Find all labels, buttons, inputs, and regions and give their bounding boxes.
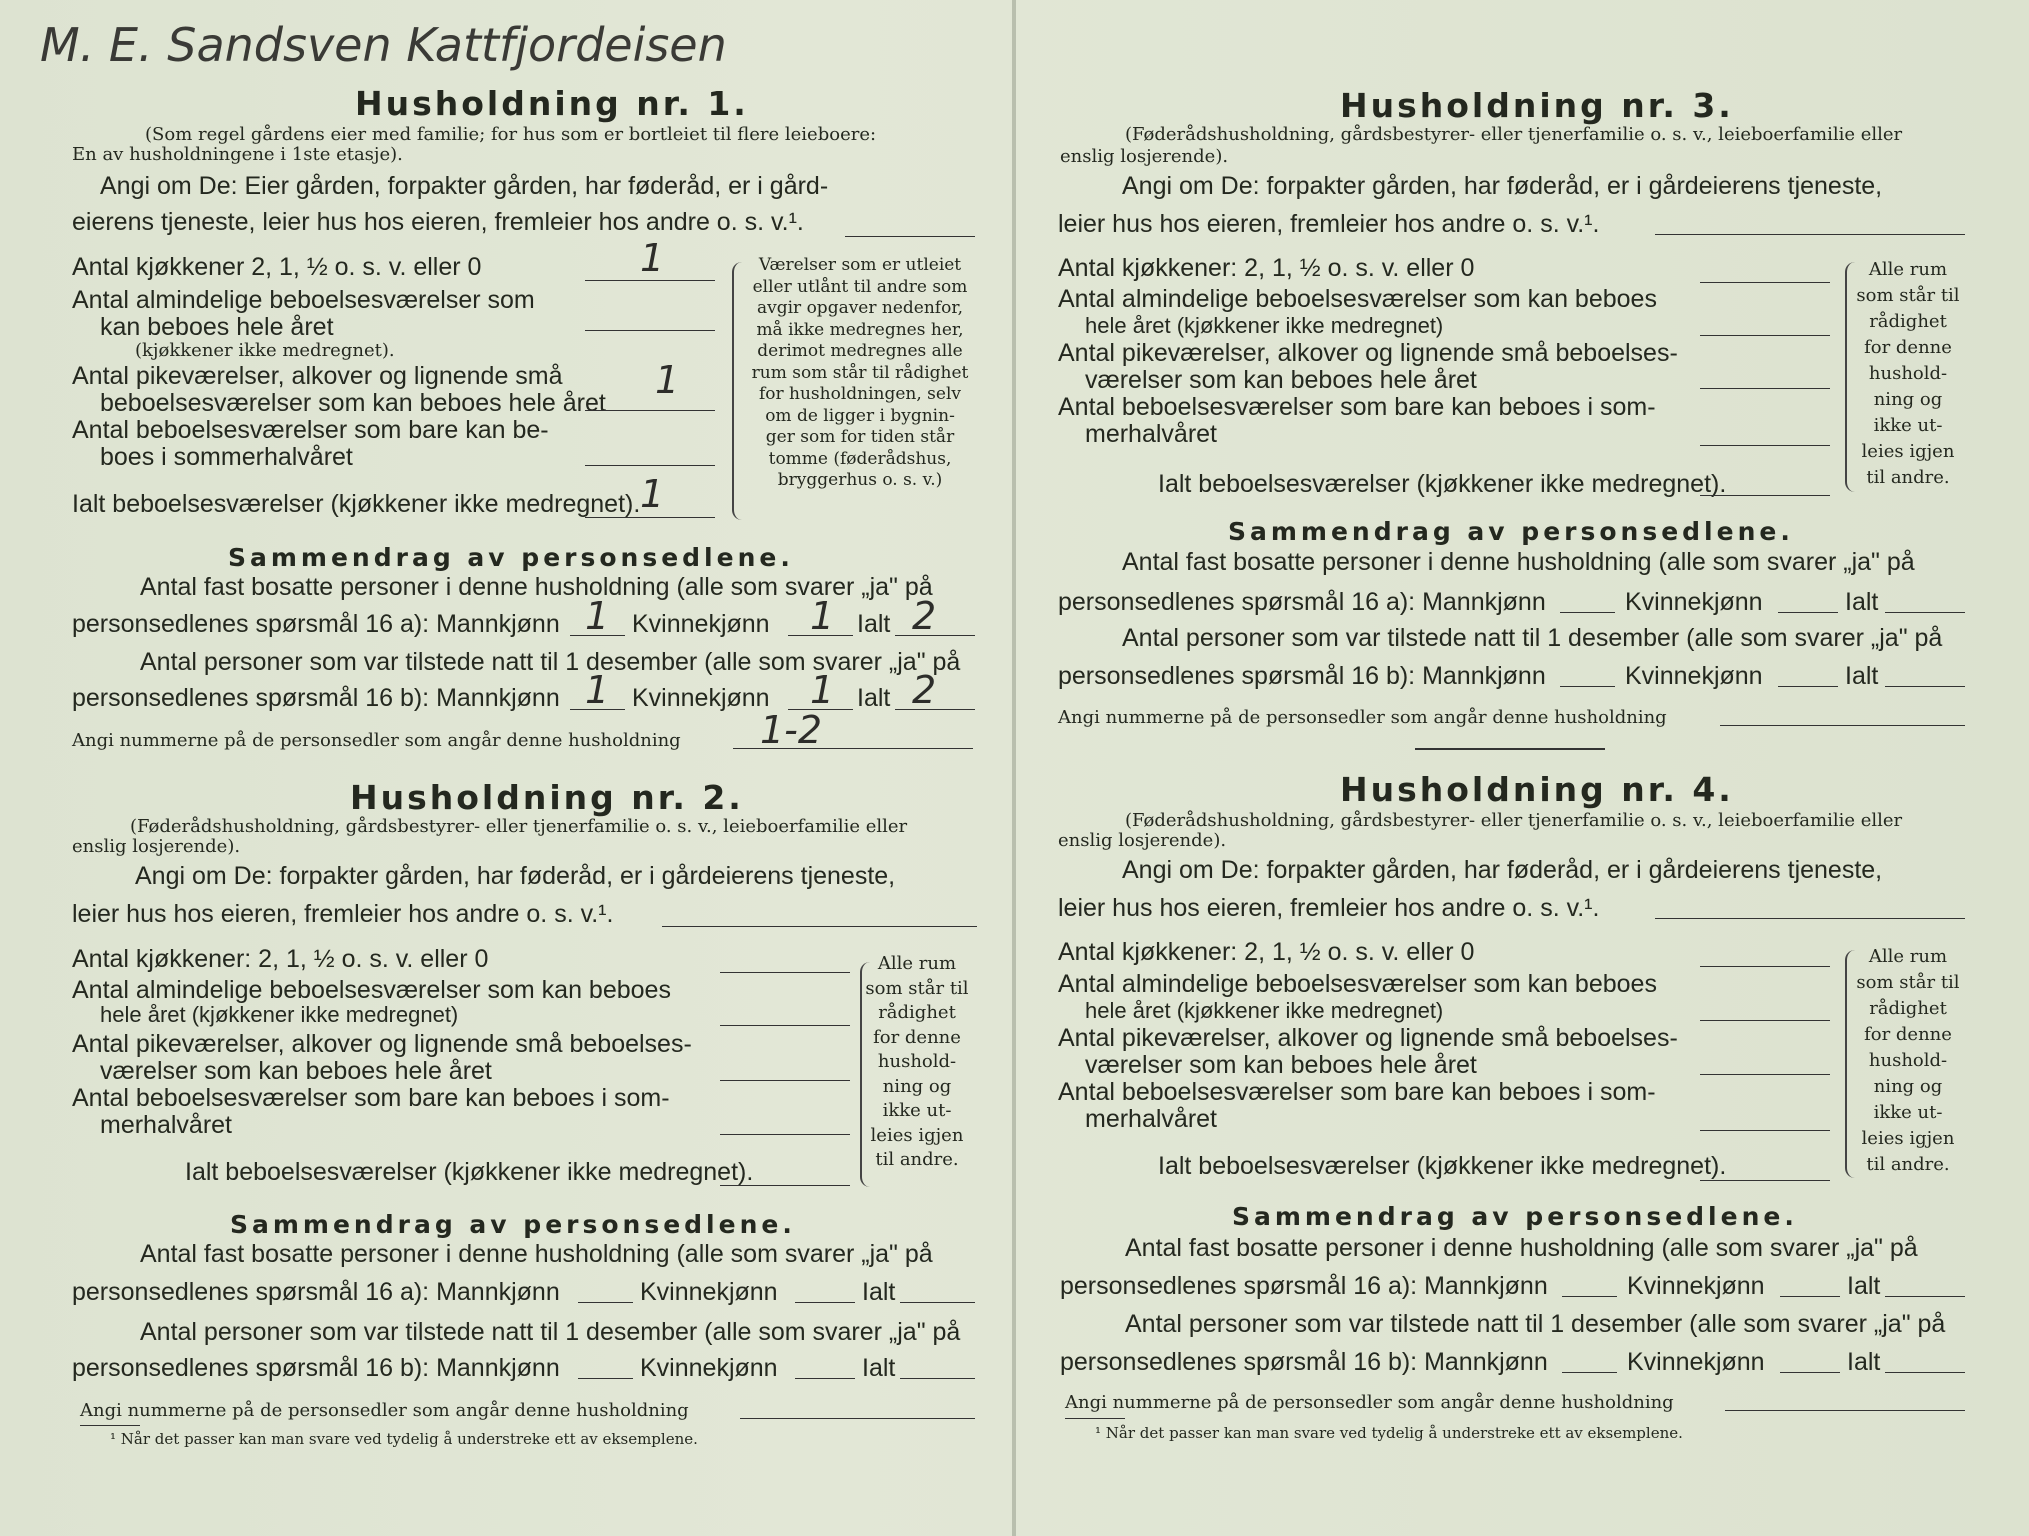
h4-side-note: Alle rum som står til rådighet for denne hushold- ning og ikke ut- leies igjen til andre. <box>1856 946 1960 1175</box>
h4-footnote-rule <box>1065 1418 1125 1419</box>
h2-b-kvinne-label: Kvinnekjønn <box>640 1354 778 1382</box>
h1-ialt-label: Ialt beboelsesværelser (kjøkkener ikke medregnet). <box>72 490 641 518</box>
h1-tilstede-1: Antal personer som var tilstede natt til 1 desember (alle som svarer „ja" på <box>140 648 961 676</box>
h3-alm-1: Antal almindelige beboelsesværelser som kan beboes <box>1058 285 1657 313</box>
h1-alm-line <box>585 330 715 331</box>
h2-kjokken-line <box>720 972 850 973</box>
h2-som-1: Antal beboelsesværelser som bare kan beboes i som- <box>72 1084 670 1112</box>
h2-note-2: enslig losjerende). <box>72 836 241 857</box>
h3-a-mann-line <box>1560 612 1615 613</box>
h3-ialt-line <box>1700 495 1830 496</box>
h1-som-line <box>585 465 715 466</box>
h3-note-1: (Føderådshusholdning, gårdsbestyrer- eller tjenerfamilie o. s. v., leieboerfamilie eller <box>1125 124 1903 145</box>
h4-kjokken-line <box>1700 966 1830 967</box>
h1-kjokken-value: 1 <box>640 236 665 280</box>
h4-som-1: Antal beboelsesværelser som bare kan beboes i som- <box>1058 1078 1656 1106</box>
h3-nummerne-label: Angi nummerne på de personsedler som angår denne husholdning <box>1058 707 1667 728</box>
h3-a-kvinne-line <box>1778 612 1838 613</box>
h4-b-ialt-line <box>1885 1372 1965 1373</box>
h1-nummerne-label: Angi nummerne på de personsedler som angår denne husholdning <box>72 730 681 751</box>
h1-alm-1: Antal almindelige beboelsesværelser som <box>72 286 535 314</box>
h2-b-mann-line <box>578 1378 633 1379</box>
h1-b-mann-value: 1 <box>585 668 610 712</box>
h4-pike-2: værelser som kan beboes hele året <box>1085 1051 1477 1079</box>
h4-title: Husholdning nr. 4. <box>1340 770 1734 809</box>
h3-angi-2: leier hus hos eieren, fremleier hos andre o. s. v.¹. <box>1058 210 1600 238</box>
h2-side-note: Alle rum som står til rådighet for denne hushold- ning og ikke ut- leies igjen til andre. <box>865 953 969 1170</box>
h4-b-ialt-label: Ialt <box>1847 1348 1881 1376</box>
h3-sammendrag-title: Sammendrag av personsedlene. <box>1228 517 1794 546</box>
h4-footnote: ¹ Når det passer kan man svare ved tydelig å understreke ett av eksemplene. <box>1095 1424 1683 1442</box>
h4-a-ialt-line <box>1885 1296 1965 1297</box>
h3-title: Husholdning nr. 3. <box>1340 86 1734 125</box>
h2-som-line <box>720 1134 850 1135</box>
h1-a-ialt-label: Ialt <box>857 610 891 638</box>
h4-nummerne-line <box>1725 1410 1965 1411</box>
h1-b-ialt-value: 2 <box>912 668 937 712</box>
h4-pike-1: Antal pikeværelser, alkover og lignende små beboelses- <box>1058 1024 1678 1052</box>
h1-sammendrag-title: Sammendrag av personsedlene. <box>228 543 794 572</box>
h1-alm-2: kan beboes hele året <box>100 313 334 341</box>
h3-som-line <box>1700 445 1830 446</box>
h4-fast-2: personsedlenes spørsmål 16 a): Mannkjønn <box>1060 1272 1548 1300</box>
h3-fast-1: Antal fast bosatte personer i denne husholdning (alle som svarer „ja" på <box>1122 548 1915 576</box>
h4-tilstede-2: personsedlenes spørsmål 16 b): Mannkjønn <box>1060 1348 1548 1376</box>
h4-pike-line <box>1700 1074 1830 1075</box>
h1-fast-1: Antal fast bosatte personer i denne husholdning (alle som svarer „ja" på <box>140 573 933 601</box>
h2-som-2: merhalvåret <box>100 1111 232 1139</box>
h2-b-ialt-line <box>900 1378 975 1379</box>
h3-b-kvinne-label: Kvinnekjønn <box>1625 662 1763 690</box>
h2-nummerne-line <box>740 1418 975 1419</box>
h4-alm-line <box>1700 1020 1830 1021</box>
h2-pike-line <box>720 1080 850 1081</box>
h4-som-line <box>1700 1130 1830 1131</box>
h2-sammendrag-title: Sammendrag av personsedlene. <box>230 1210 796 1239</box>
h3-angi-1: Angi om De: forpakter gården, har føderåd, er i gårdeierens tjeneste, <box>1122 172 1883 200</box>
h1-a-mann-value: 1 <box>585 594 610 638</box>
h2-ialt-label: Ialt beboelsesværelser (kjøkkener ikke medregnet). <box>185 1158 754 1186</box>
h1-som-1: Antal beboelsesværelser som bare kan be- <box>72 416 549 444</box>
h4-sammendrag-title: Sammendrag av personsedlene. <box>1232 1202 1798 1231</box>
h2-footnote-rule <box>80 1425 140 1426</box>
h4-nummerne-label: Angi nummerne på de personsedler som angår denne husholdning <box>1065 1392 1674 1413</box>
h2-tilstede-1: Antal personer som var tilstede natt til 1 desember (alle som svarer „ja" på <box>140 1318 961 1346</box>
h3-fast-2: personsedlenes spørsmål 16 a): Mannkjønn <box>1058 588 1546 616</box>
h2-pike-1: Antal pikeværelser, alkover og lignende små beboelses- <box>72 1030 692 1058</box>
h3-pike-line <box>1700 388 1830 389</box>
h1-pike-1: Antal pikeværelser, alkover og lignende små <box>72 362 563 390</box>
h3-som-2: merhalvåret <box>1085 420 1217 448</box>
h3-b-ialt-line <box>1885 686 1965 687</box>
h1-kjokken-line <box>585 280 715 281</box>
h2-angi-2: leier hus hos eieren, fremleier hos andre o. s. v.¹. <box>72 900 614 928</box>
h1-pike-2: beboelsesværelser som kan beboes hele året <box>100 389 606 417</box>
h4-note-2: enslig losjerende). <box>1058 830 1227 851</box>
h3-note-2: enslig losjerende). <box>1060 146 1229 167</box>
h2-pike-2: værelser som kan beboes hele året <box>100 1057 492 1085</box>
h3-alm-2: hele året (kjøkkener ikke medregnet) <box>1085 313 1444 338</box>
h4-fast-1: Antal fast bosatte personer i denne husholdning (alle som svarer „ja" på <box>1125 1234 1918 1262</box>
h3-tilstede-2: personsedlenes spørsmål 16 b): Mannkjønn <box>1058 662 1546 690</box>
h4-tilstede-1: Antal personer som var tilstede natt til 1 desember (alle som svarer „ja" på <box>1125 1310 1946 1338</box>
h4-a-ialt-label: Ialt <box>1847 1272 1881 1300</box>
h3-b-ialt-label: Ialt <box>1845 662 1879 690</box>
h2-b-kvinne-line <box>795 1378 855 1379</box>
h4-a-kvinne-label: Kvinnekjønn <box>1627 1272 1765 1300</box>
h2-angi-1: Angi om De: forpakter gården, har føderåd, er i gårdeierens tjeneste, <box>135 862 896 890</box>
h2-tilstede-2: personsedlenes spørsmål 16 b): Mannkjønn <box>72 1354 560 1382</box>
h2-a-mann-line <box>578 1302 633 1303</box>
h1-fast-2: personsedlenes spørsmål 16 a): Mannkjønn <box>72 610 560 638</box>
h4-angi-2: leier hus hos eieren, fremleier hos andre o. s. v.¹. <box>1058 894 1600 922</box>
h3-b-kvinne-line <box>1778 686 1838 687</box>
h2-title: Husholdning nr. 2. <box>350 778 744 817</box>
h4-a-mann-line <box>1562 1296 1617 1297</box>
h2-fast-1: Antal fast bosatte personer i denne husholdning (alle som svarer „ja" på <box>140 1240 933 1268</box>
h1-note-1: (Som regel gårdens eier med familie; for hus som er bortleiet til flere leieboere: <box>145 124 877 145</box>
h3-a-ialt-line <box>1885 612 1965 613</box>
h4-alm-1: Antal almindelige beboelsesværelser som kan beboes <box>1058 970 1657 998</box>
h4-ialt-line <box>1700 1180 1830 1181</box>
h1-ialt-value: 1 <box>640 472 665 516</box>
h1-angi-2: eierens tjeneste, leier hus hos eieren, fremleier hos andre o. s. v.¹. <box>72 208 804 236</box>
h1-angi-line <box>845 236 975 237</box>
h3-pike-1: Antal pikeværelser, alkover og lignende små beboelses- <box>1058 339 1678 367</box>
h3-ialt-label: Ialt beboelsesværelser (kjøkkener ikke medregnet). <box>1158 470 1727 498</box>
h1-alm-3: (kjøkkener ikke medregnet). <box>135 340 395 361</box>
h1-ialt-line <box>585 517 715 518</box>
h4-angi-line <box>1655 918 1965 919</box>
h1-angi-1: Angi om De: Eier gården, forpakter gården, har føderåd, er i gård- <box>100 172 829 200</box>
h4-a-kvinne-line <box>1780 1296 1840 1297</box>
h1-b-ialt-label: Ialt <box>857 684 891 712</box>
h2-note-1: (Føderådshusholdning, gårdsbestyrer- eller tjenerfamilie o. s. v., leieboerfamilie eller <box>130 816 908 837</box>
handwritten-header: M. E. Sandsven Kattfjordeisen <box>40 18 727 72</box>
h3-side-note: Alle rum som står til rådighet for denne hushold- ning og ikke ut- leies igjen til andre. <box>1856 259 1960 488</box>
h1-tilstede-2: personsedlenes spørsmål 16 b): Mannkjønn <box>72 684 560 712</box>
h1-title: Husholdning nr. 1. <box>355 84 749 123</box>
h2-a-ialt-label: Ialt <box>862 1278 896 1306</box>
h1-som-2: boes i sommerhalvåret <box>100 443 353 471</box>
h3-alm-line <box>1700 335 1830 336</box>
page-fold <box>1012 0 1016 1536</box>
h4-angi-1: Angi om De: forpakter gården, har føderåd, er i gårdeierens tjeneste, <box>1122 856 1883 884</box>
h4-b-kvinne-label: Kvinnekjønn <box>1627 1348 1765 1376</box>
h3-angi-line <box>1655 234 1965 235</box>
h1-kjokken-label: Antal kjøkkener 2, 1, ½ o. s. v. eller 0 <box>72 253 482 281</box>
h1-b-kvinne-value: 1 <box>810 668 835 712</box>
h2-b-ialt-label: Ialt <box>862 1354 896 1382</box>
h4-kjokken-label: Antal kjøkkener: 2, 1, ½ o. s. v. eller 0 <box>1058 938 1475 966</box>
h2-ialt-line <box>720 1185 850 1186</box>
h4-note-1: (Føderådshusholdning, gårdsbestyrer- eller tjenerfamilie o. s. v., leieboerfamilie eller <box>1125 810 1903 831</box>
h1-note-2: En av husholdningene i 1ste etasje). <box>72 144 403 165</box>
h3-tilstede-1: Antal personer som var tilstede natt til 1 desember (alle som svarer „ja" på <box>1122 624 1943 652</box>
h2-footnote: ¹ Når det passer kan man svare ved tydelig å understreke ett av eksemplene. <box>110 1430 698 1448</box>
h1-b-kvinne-label: Kvinnekjønn <box>632 684 770 712</box>
h4-b-kvinne-line <box>1780 1372 1840 1373</box>
h3-b-mann-line <box>1560 686 1615 687</box>
h1-nummerne-value: 1-2 <box>760 708 823 752</box>
h2-alm-line <box>720 1025 850 1026</box>
h1-side-note: Værelser som er utleiet eller utlånt til andre som avgir opgaver nedenfor, må ikke medregnes her, derimot medregnes alle rum som står til rådighet for husholdningen, selv om de ligger i bygnin- ger som for tiden står tomme (føderådshus, bryggerhus o. s. v.) <box>751 255 969 490</box>
h2-a-kvinne-line <box>795 1302 855 1303</box>
h3-som-1: Antal beboelsesværelser som bare kan beboes i som- <box>1058 393 1656 421</box>
h2-a-ialt-line <box>900 1302 975 1303</box>
h3-nummerne-line <box>1720 725 1965 726</box>
h1-pike-line <box>585 410 715 411</box>
h3-a-ialt-label: Ialt <box>1845 588 1879 616</box>
h3-kjokken-label: Antal kjøkkener: 2, 1, ½ o. s. v. eller 0 <box>1058 254 1475 282</box>
h2-alm-1: Antal almindelige beboelsesværelser som kan beboes <box>72 976 671 1004</box>
h3-separator <box>1415 748 1605 750</box>
h4-alm-2: hele året (kjøkkener ikke medregnet) <box>1085 998 1444 1023</box>
h1-a-kvinne-value: 1 <box>810 594 835 638</box>
h4-ialt-label: Ialt beboelsesværelser (kjøkkener ikke medregnet). <box>1158 1152 1727 1180</box>
h2-nummerne-label: Angi nummerne på de personsedler som angår denne husholdning <box>80 1400 689 1421</box>
h1-pike-value: 1 <box>655 358 680 402</box>
h3-kjokken-line <box>1700 282 1830 283</box>
h1-a-kvinne-label: Kvinnekjønn <box>632 610 770 638</box>
h4-b-mann-line <box>1562 1372 1617 1373</box>
h3-pike-2: værelser som kan beboes hele året <box>1085 366 1477 394</box>
h2-angi-line <box>662 926 977 927</box>
h1-a-ialt-value: 2 <box>912 594 937 638</box>
h2-fast-2: personsedlenes spørsmål 16 a): Mannkjønn <box>72 1278 560 1306</box>
h4-som-2: merhalvåret <box>1085 1105 1217 1133</box>
h2-kjokken-label: Antal kjøkkener: 2, 1, ½ o. s. v. eller 0 <box>72 945 489 973</box>
h2-alm-2: hele året (kjøkkener ikke medregnet) <box>100 1002 459 1027</box>
h3-a-kvinne-label: Kvinnekjønn <box>1625 588 1763 616</box>
h2-a-kvinne-label: Kvinnekjønn <box>640 1278 778 1306</box>
